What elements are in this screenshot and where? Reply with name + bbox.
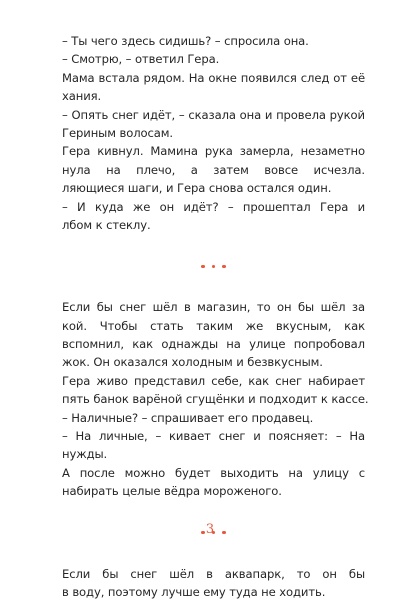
text-line: кой. Чтобы стать таким же вкусным, как xyxy=(62,318,365,333)
text-line: нула на плечо, а затем вовсе исчезла. xyxy=(62,162,365,177)
text-line: Гериным волосам. xyxy=(62,125,174,140)
text-block-1 xyxy=(62,32,365,234)
text-line: – Ты чего здесь сидишь? – спросила она. xyxy=(62,34,309,48)
text-line: ляющиеся шаги, и Гера снова остался один. xyxy=(62,181,332,196)
text-line: нужды. xyxy=(62,447,108,462)
page-body xyxy=(62,32,369,601)
text-line: лбом к стеклу. xyxy=(62,217,151,232)
text-line: – На личные, – кивает снег и поясняет: – На xyxy=(62,429,365,444)
text-line: Мама встала рядом. На окне появился след от её xyxy=(62,70,365,85)
text-line: – Опять снег идёт, – сказала она и провела рукой xyxy=(62,107,365,122)
text-line: Гера живо представил себе, как снег набирает xyxy=(62,373,365,388)
text-line: Если бы снег шёл в аквапарк, то он бы xyxy=(62,566,365,581)
text-line: жок. Он оказался холодным и безвкусным. xyxy=(62,355,323,370)
text-line: А после можно будет выходить на улицу с xyxy=(62,465,365,480)
text-line: – И куда же он идёт? – прошептал Гера и xyxy=(62,199,365,214)
text-line: Гера кивнул. Мамина рука замерла, незаметно xyxy=(62,144,365,159)
page-number: 3 xyxy=(205,522,215,537)
text-line: пять банок варёной сгущёнки и подходит к кассе. xyxy=(62,392,369,407)
separator-dot xyxy=(212,265,216,269)
text-line: вспомнил, как однажды на улице попробовал xyxy=(62,337,365,352)
text-line: Если бы снег шёл в магазин, то он бы шёл за xyxy=(62,300,365,315)
section-separator xyxy=(62,234,365,298)
separator-dot xyxy=(222,265,226,269)
text-block-2 xyxy=(62,298,369,500)
text-line: – Смотрю, – ответил Гера. xyxy=(62,52,220,67)
text-line: – Наличные? – спрашивает его продавец. xyxy=(62,410,314,425)
text-line: хания. xyxy=(62,89,102,104)
separator-dot xyxy=(201,265,205,269)
text-block-3 xyxy=(62,565,365,601)
text-line: набирать целые вёдра мороженого. xyxy=(62,484,282,499)
text-line: в воду, поэтому лучше ему туда не ходить. xyxy=(62,584,326,599)
